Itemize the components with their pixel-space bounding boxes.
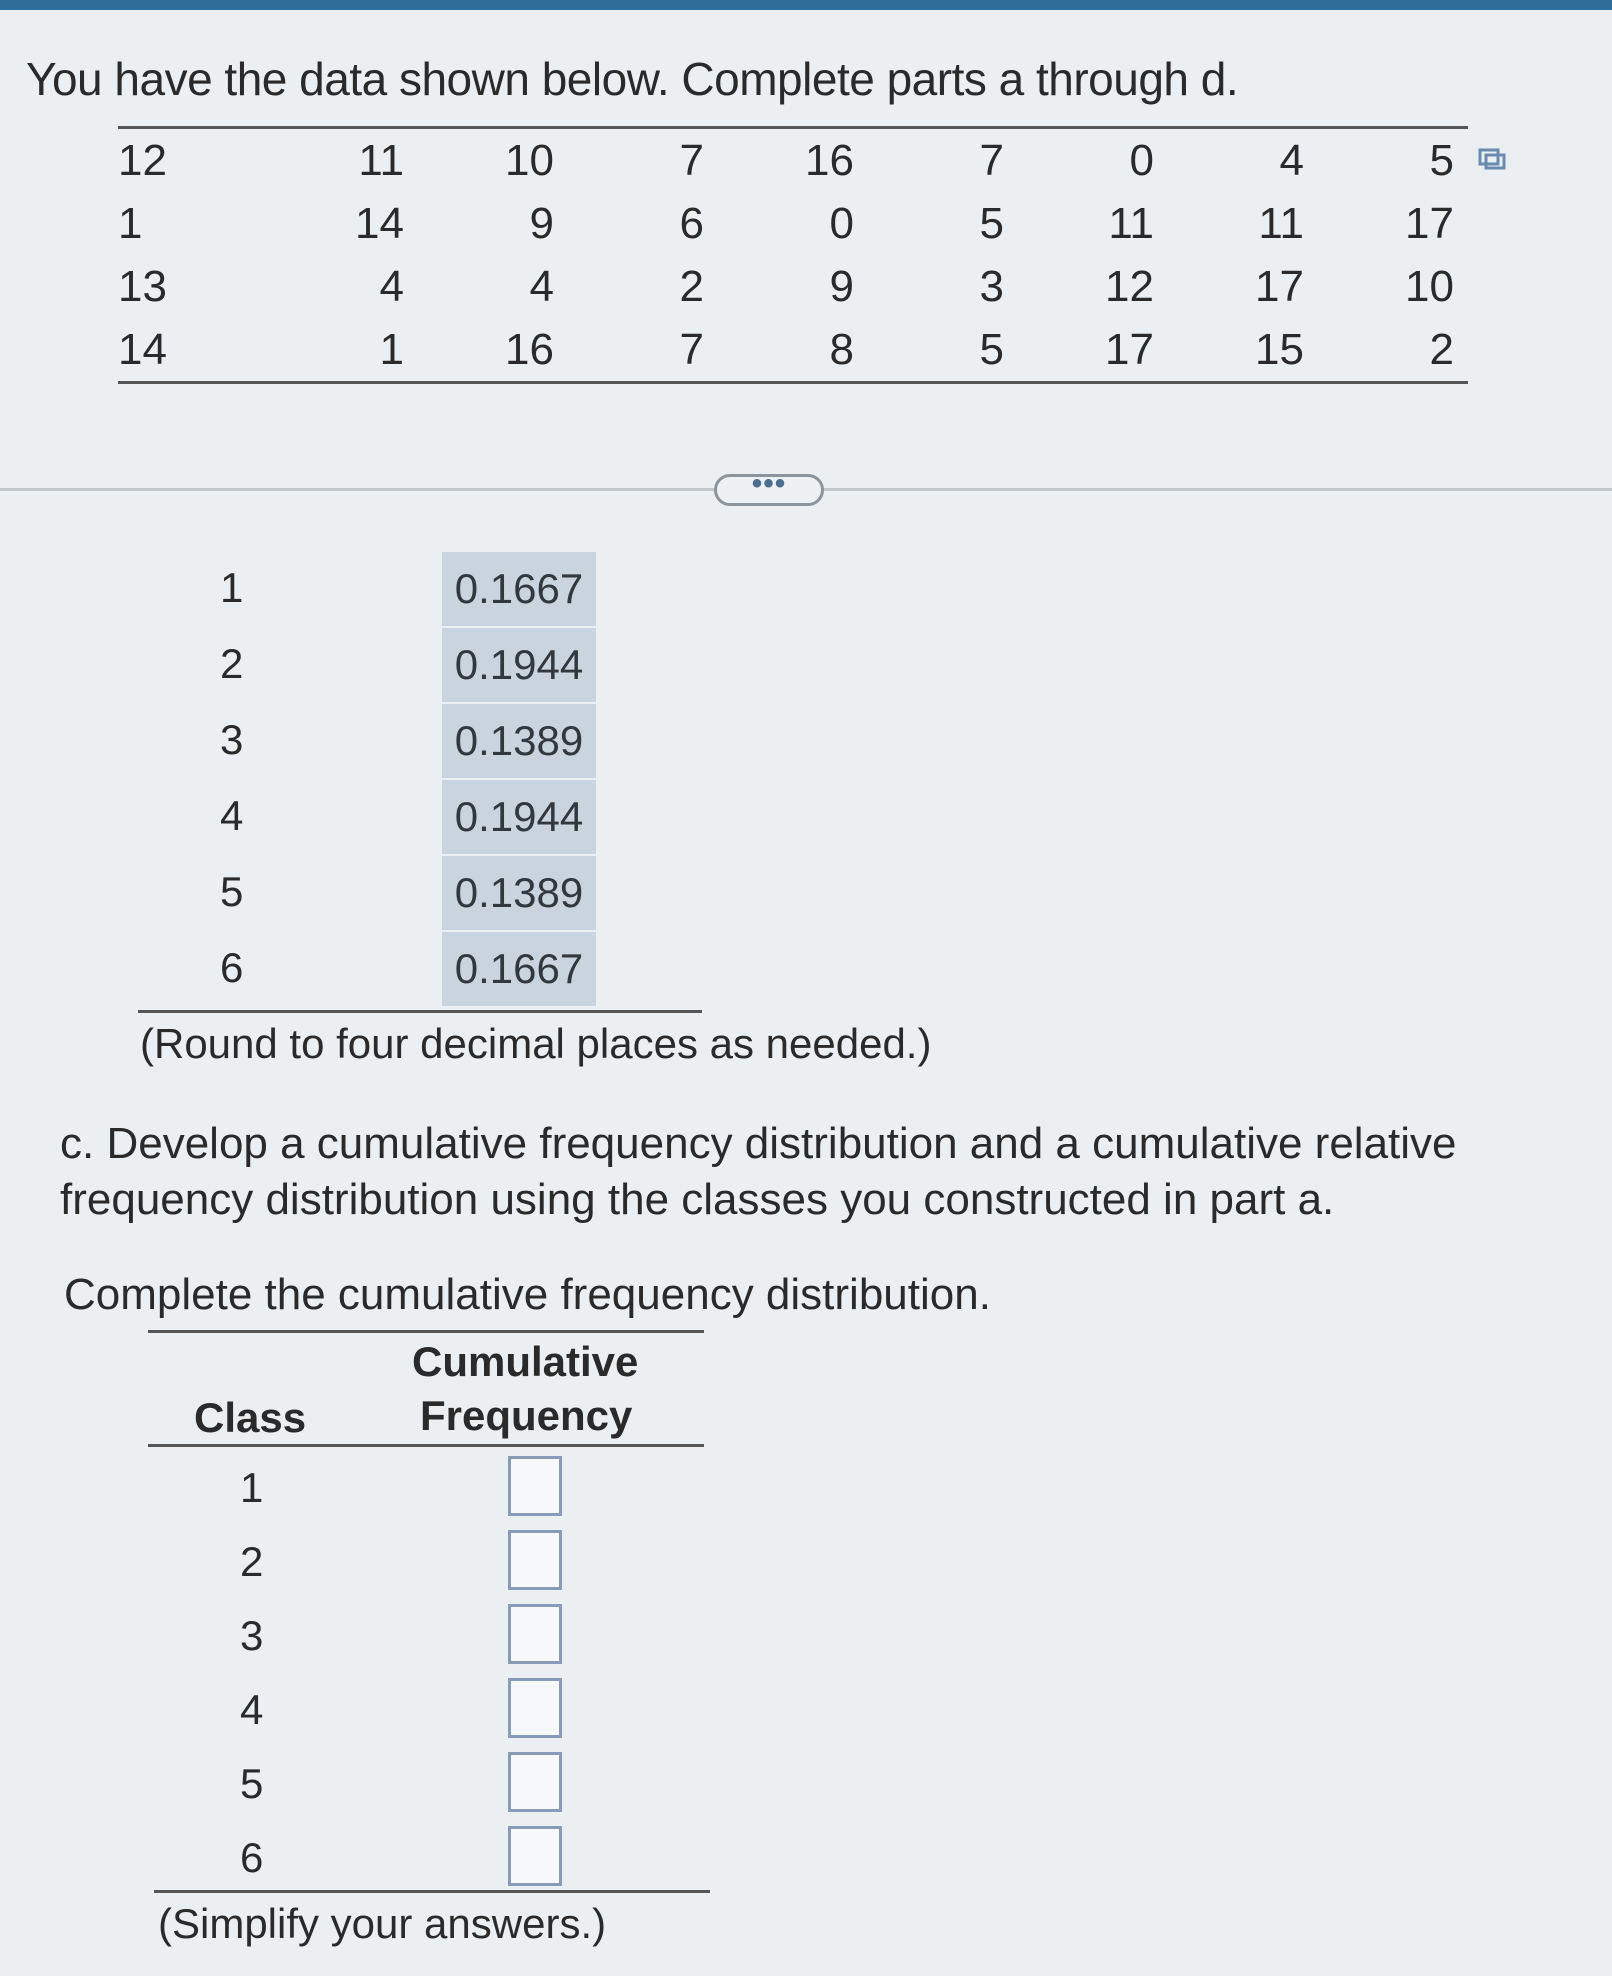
data-cell: 14: [355, 198, 404, 248]
data-cell: 5: [979, 324, 1004, 374]
data-cell: 17: [1255, 261, 1304, 311]
class-label: 6: [240, 1834, 264, 1881]
cumulative-table-title: Complete the cumulative frequency distribution.: [64, 1270, 991, 1319]
data-cell: 5: [979, 198, 1004, 248]
data-cell: 1: [379, 324, 404, 374]
data-row: [118, 318, 1468, 381]
cumulative-frequency-input[interactable]: [508, 1456, 562, 1516]
class-label: 1: [240, 1464, 264, 1511]
data-cell: 16: [805, 135, 854, 185]
table-rule: [154, 1890, 710, 1893]
relative-frequency-answer[interactable]: 0.1389: [442, 856, 596, 930]
rounding-note: (Round to four decimal places as needed.): [140, 1020, 932, 1067]
cumulative-frequency-table: [148, 1450, 708, 1894]
table-row: [148, 1450, 708, 1524]
relative-frequency-answer[interactable]: 0.1667: [442, 932, 596, 1006]
class-label: 2: [220, 640, 244, 687]
data-cell: 9: [529, 198, 554, 248]
expand-button[interactable]: •••: [714, 474, 824, 506]
class-label: 3: [220, 716, 244, 763]
table-row: [148, 1524, 708, 1598]
data-cell: 4: [1279, 135, 1304, 185]
cumulative-frequency-input[interactable]: [508, 1530, 562, 1590]
cumulative-frequency-input[interactable]: [508, 1752, 562, 1812]
data-cell: 6: [679, 198, 704, 248]
relative-frequency-answer[interactable]: 0.1389: [442, 704, 596, 778]
cumulative-frequency-input[interactable]: [508, 1678, 562, 1738]
data-cell: 0: [829, 198, 854, 248]
data-cell: 17: [1405, 198, 1454, 248]
header-frequency: Frequency: [420, 1392, 633, 1439]
data-cell: 9: [829, 261, 854, 311]
table-row: [148, 1820, 708, 1894]
data-cell: 15: [1255, 324, 1304, 374]
data-cell: 13: [118, 261, 167, 311]
simplify-note: (Simplify your answers.): [158, 1900, 607, 1947]
data-cell: 1: [118, 198, 143, 248]
data-cell: 7: [679, 135, 704, 185]
data-cell: 10: [505, 135, 554, 185]
copy-data-icon[interactable]: [1478, 148, 1506, 170]
table-row: [148, 1746, 708, 1820]
cumulative-frequency-input[interactable]: [508, 1826, 562, 1886]
data-cell: 8: [829, 324, 854, 374]
relative-frequency-answer[interactable]: 0.1944: [442, 780, 596, 854]
cumulative-frequency-input[interactable]: [508, 1604, 562, 1664]
data-cell: 2: [1429, 324, 1454, 374]
data-cell: 12: [1105, 261, 1154, 311]
data-cell: 7: [979, 135, 1004, 185]
data-cell: 11: [1258, 198, 1304, 248]
table-rule: [138, 1010, 702, 1013]
question-prompt: You have the data shown below. Complete parts a through d.: [26, 53, 1239, 105]
top-accent-bar: [0, 0, 1612, 10]
class-label: 4: [220, 792, 244, 839]
data-cell: 5: [1429, 135, 1454, 185]
data-cell: 14: [118, 324, 167, 374]
data-cell: 7: [679, 324, 704, 374]
class-label: 6: [220, 944, 244, 991]
relative-frequency-answer[interactable]: 0.1667: [442, 552, 596, 626]
data-cell: 11: [358, 135, 404, 185]
data-cell: 2: [679, 261, 704, 311]
part-c-instructions: c. Develop a cumulative frequency distribution and a cumulative relative frequency distribution using the classes you constructed in part a.: [60, 1119, 1457, 1224]
data-cell: 4: [529, 261, 554, 311]
data-row: [118, 255, 1468, 318]
data-row: [118, 129, 1468, 192]
class-label: 3: [240, 1612, 264, 1659]
header-cumulative: Cumulative: [412, 1338, 639, 1385]
data-cell: 10: [1405, 261, 1454, 311]
relative-frequency-answer[interactable]: 0.1944: [442, 628, 596, 702]
table-rule: [148, 1444, 704, 1447]
class-label: 5: [240, 1760, 264, 1807]
data-cell: 16: [505, 324, 554, 374]
data-cell: 17: [1105, 324, 1154, 374]
data-cell: 4: [379, 261, 404, 311]
class-label: 5: [220, 868, 244, 915]
header-class: Class: [194, 1394, 307, 1441]
table-rule: [148, 1330, 704, 1333]
table-row: [148, 1672, 708, 1746]
class-label: 4: [240, 1686, 264, 1733]
table-row: [148, 1598, 708, 1672]
data-cell: 3: [979, 261, 1004, 311]
data-cell: 0: [1129, 135, 1154, 185]
class-label: 2: [240, 1538, 264, 1585]
data-cell: 12: [118, 135, 167, 185]
data-cell: 11: [1108, 198, 1154, 248]
data-table: [118, 126, 1468, 384]
data-row: [118, 192, 1468, 255]
class-label: 1: [220, 564, 244, 611]
